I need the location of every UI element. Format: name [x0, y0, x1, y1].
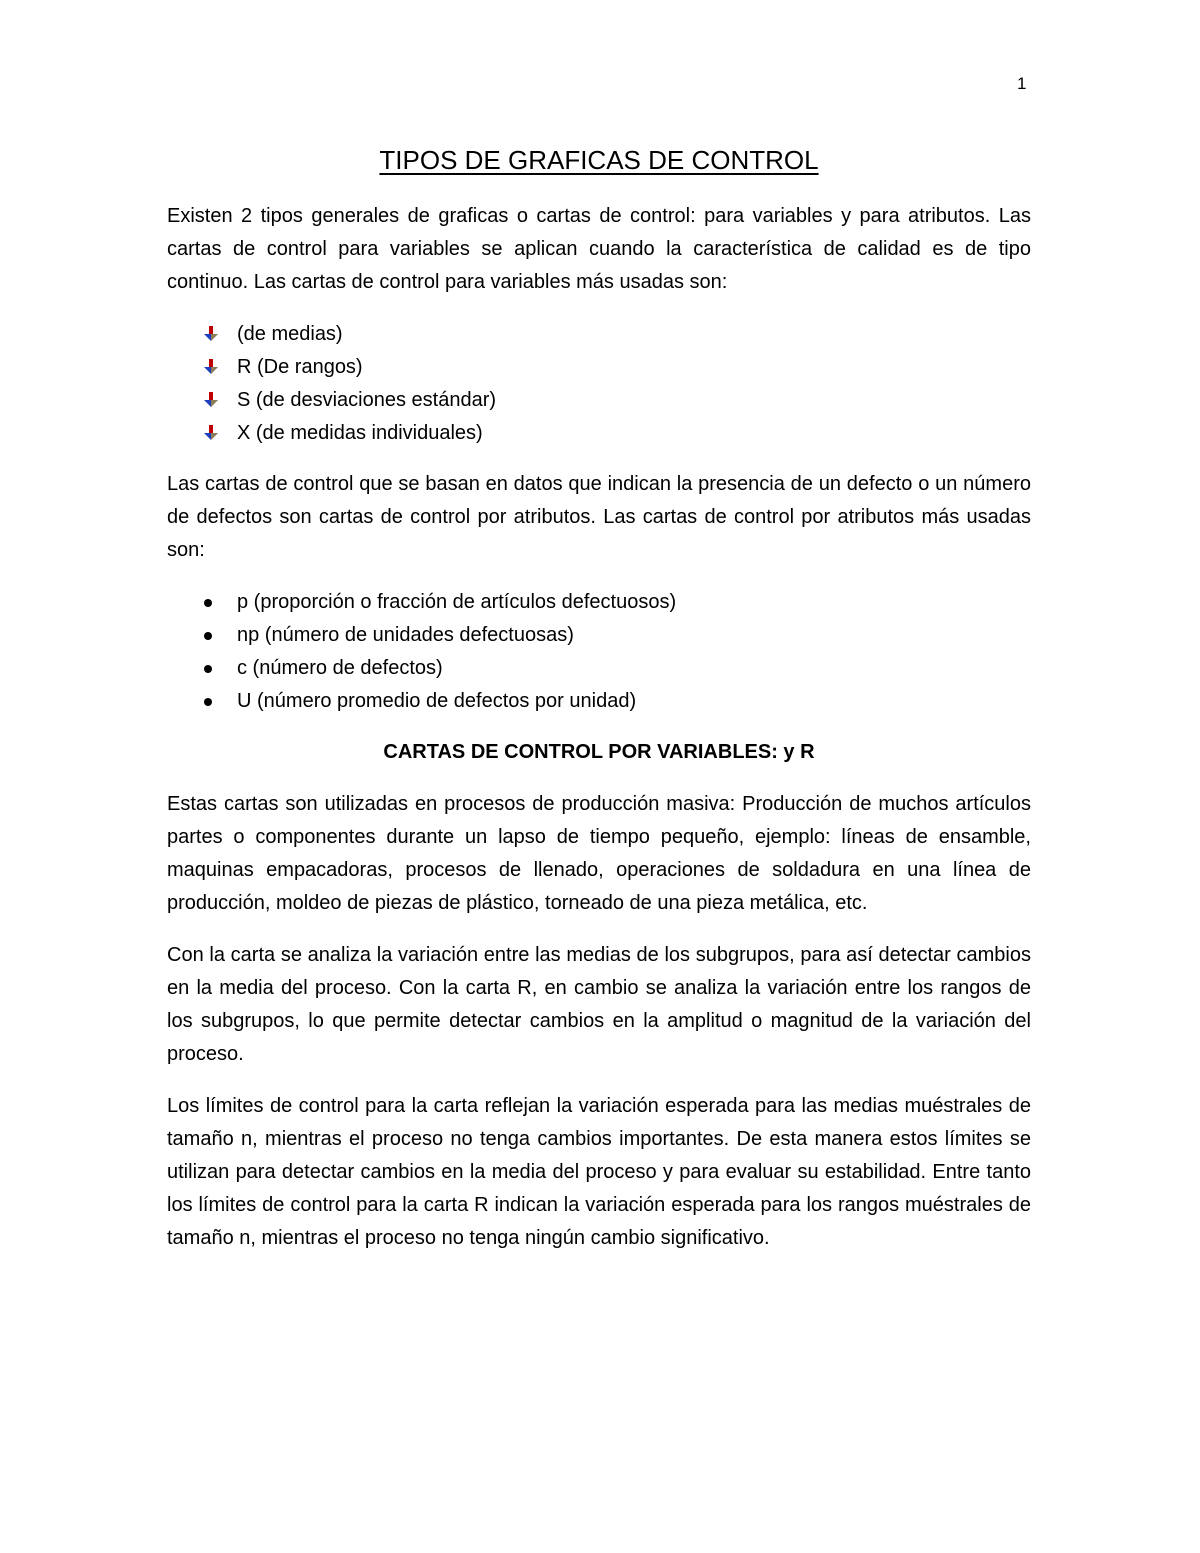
list-item-label: R (De rangos): [237, 356, 363, 378]
page-number: 1: [1017, 74, 1027, 93]
list-item: [167, 586, 1031, 619]
list-item-label: U (número promedio de defectos por unidad): [237, 690, 637, 712]
intro-paragraph: Existen 2 tipos generales de graficas o cartas de control: para variables y para atributos. Las cartas de control para variables se aplican cuando la característica de calidad es de tipo continuo. Las cartas de control para variables más usadas son:: [167, 205, 1031, 293]
page-title: TIPOS DE GRAFICAS DE CONTROL: [379, 145, 819, 175]
list-item-label: np (número de unidades defectuosas): [237, 624, 574, 646]
list-item: [167, 685, 1031, 718]
list-item-label: S (de desviaciones estándar): [237, 389, 497, 411]
round-bullet-icon: [204, 665, 212, 673]
down-arrow-icon: [203, 326, 219, 342]
analysis-paragraph: Con la carta se analiza la variación entre las medias de los subgrupos, para así detectar cambios en la media del proceso. Con la carta R, en cambio se analiza la variación entre los rangos de los subgrupos, lo que permite detectar cambios en la amplitud o magnitud de la variación del proceso.: [167, 944, 1031, 1065]
list-item-label: X (de medidas individuales): [237, 422, 483, 444]
list-item: [167, 652, 1031, 685]
list-item-label: c (número de defectos): [237, 657, 443, 679]
document-body: [167, 142, 1031, 1274]
list-item-label: (de medias): [237, 323, 343, 345]
attributes-chart-list: [167, 586, 1031, 718]
list-item: [167, 351, 1031, 384]
usage-paragraph: Estas cartas son utilizadas en procesos de producción masiva: Producción de muchos artículos partes o componentes durante un lapso de tiempo pequeño, ejemplo: líneas de ensamble, maquinas empacadoras, procesos de llenado, operaciones de soldadura en una línea de producción, moldeo de piezas de plástico, torneado de una pieza metálica, etc.: [167, 793, 1031, 914]
list-item: [167, 417, 1031, 450]
list-item: [167, 619, 1031, 652]
list-item: [167, 318, 1031, 351]
round-bullet-icon: [204, 599, 212, 607]
round-bullet-icon: [204, 698, 212, 706]
attributes-paragraph: Las cartas de control que se basan en datos que indican la presencia de un defecto o un número de defectos son cartas de control por atributos. Las cartas de control por atributos más usadas son:: [167, 473, 1031, 561]
limits-paragraph: Los límites de control para la carta reflejan la variación esperada para las medias muéstrales de tamaño n, mientras el proceso no tenga cambios importantes. De esta manera estos límites se utilizan para detectar cambios en la media del proceso y para evaluar su estabilidad. Entre tanto los límites de control para la carta R indican la variación esperada para los rangos muéstrales de tamaño n, mientras el proceso no tenga ningún cambio significativo.: [167, 1095, 1031, 1249]
down-arrow-icon: [203, 425, 219, 441]
list-item-label: p (proporción o fracción de artículos defectuosos): [237, 591, 677, 613]
variables-chart-list: [167, 318, 1031, 450]
down-arrow-icon: [203, 359, 219, 375]
round-bullet-icon: [204, 632, 212, 640]
section-heading: CARTAS DE CONTROL POR VARIABLES: y R: [383, 741, 815, 763]
down-arrow-icon: [203, 392, 219, 408]
list-item: [167, 384, 1031, 417]
